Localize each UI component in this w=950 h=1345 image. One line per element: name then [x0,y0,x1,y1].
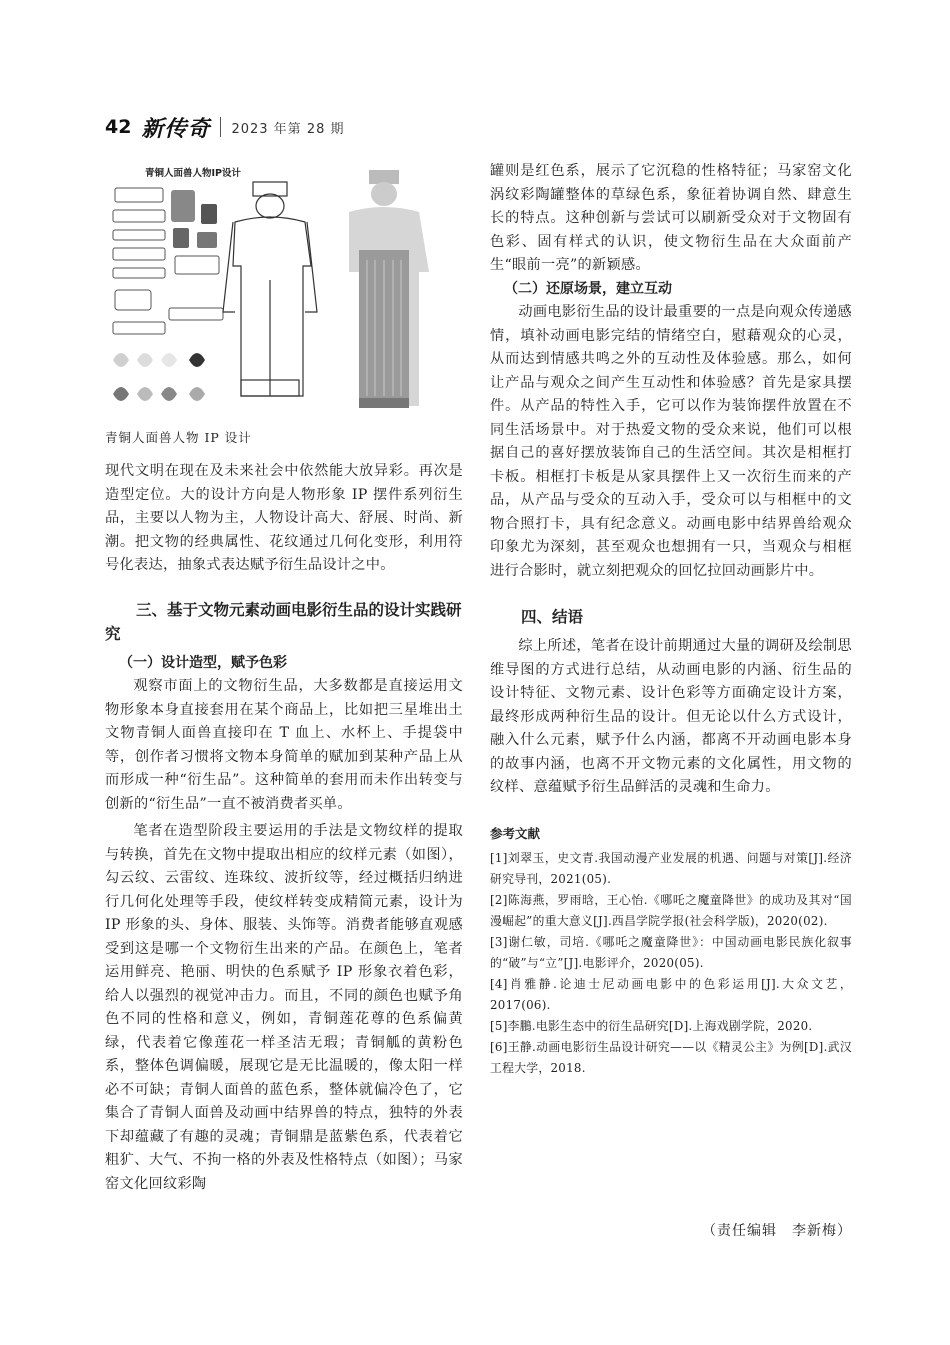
page-header [105,112,345,142]
responsible-editor: （责任编辑 李新梅） [702,1223,852,1239]
ip-design-illustration [105,160,435,422]
page-number: 42 [105,116,132,138]
section3-title: 三、基于文物元素动画电影衍生品的设计实践研究 [105,600,462,643]
reference-item: [4]肖雅静.论迪士尼动画电影中的色彩运用[J].大众文艺，2017(06). [490,976,852,1012]
right-continued-paragraph: 罐则是红色系，展示了它沉稳的性格特征；马家窑文化涡纹彩陶罐整体的草绿色系，象征着协调自然、肆意生长的特点。这种创新与尝试可以刷新受众对于文物固有色彩、固有样式的认识，使文物衍生品在大众面前产生“眼前一亮”的新颖感。 [490,163,852,273]
reference-item: [3]谢仁敏，司培.《哪吒之魔童降世》：中国动画电影民族化叙事的“破”与“立”[J].电影评介，2020(05). [490,934,852,970]
figure-caption: 青铜人面兽人物 IP 设计 [105,430,252,445]
paragraph-4: 综上所述，笔者在设计前期通过大量的调研及绘制思维导图的方式进行总结，从动画电影的内涵、衍生品的设计特征、文物元素、设计色彩等方面确定设计方案，最终形成两种衍生品的设计。但无论以什么方式设计，融入什么元素，赋予什么内涵，都离不开动画电影本身的故事内涵，也离不开文物元素的文化属性，用文物的纹样、意蕴赋予衍生品鲜活的灵魂和生命力。 [490,638,852,795]
left-continued-paragraph: 现代文明在现在及未来社会中依然能大放异彩。再次是造型定位。大的设计方向是人物形象 IP 摆件系列衍生品，主要以人物为主，人物设计高大、舒展、时尚、新潮。把文物的经典属性、花纹通过几何化变形，利用符号化表达，抽象式表达赋予衍生品设计之中。 [105,463,463,573]
reference-item: [1]刘翠玉，史文青.我国动漫产业发展的机遇、问题与对策[J].经济研究导刊，2021(05). [490,850,852,886]
left-column [105,160,463,1196]
paragraph-2: 笔者在造型阶段主要运用的手法是文物纹样的提取与转换，首先在文物中提取出相应的纹样元素（如图），勾云纹、云雷纹、连珠纹、波折纹等，经过概括归纳进行几何化处理等手段，使纹样转变成精简元素，设计为 IP 形象的头、身体、服装、头饰等。消费者能够直观感受到这是哪一个文物衍生出来的产品。在颜色上，笔者运用鲜亮、艳丽、明快的色系赋予 IP 形象衣着色彩，给人以强烈的视觉冲击力。而且，不同的颜色也赋予角色不同的性格和意义，例如，青铜莲花尊的色系偏黄绿，代表着它像莲花一样圣洁无瑕；青铜觚的黄粉色系，整体色调偏暖，展现它是无比温暖的，像太阳一样必不可缺；青铜人面兽的蓝色系，整体就偏冷色了，它集合了青铜人面兽及动画中结界兽的特点，独特的外表下却蕴藏了有趣的灵魂；青铜鼎是蓝紫色系，代表着它粗犷、大气、不拘一格的外表及性格特点（如图）；马家窑文化回纹彩陶 [105,823,463,1192]
header-divider [220,117,221,137]
issue-label: 2023 年第 28 期 [231,121,345,137]
references-title: 参考文献 [490,825,541,841]
reference-item: [6]王静.动画电影衍生品设计研究——以《精灵公主》为例[D].武汉工程大学，2018. [490,1039,852,1075]
illustration-title: 青铜人面兽人物IP设计 [145,168,241,179]
paragraph-1: 观察市面上的文物衍生品，大多数都是直接运用文物形象本身直接套用在某个商品上，比如把三星堆出土文物青铜人面兽直接印在 T 血上、水杯上、手提袋中等，创作者习惯将文物本身简单的赋加到某种产品上从而形成一种“衍生品”。这种简单的套用而未作出转变与创新的“衍生品”一直不被消费者买单。 [105,678,463,812]
subsection2-title: （二）还原场景，建立互动 [504,280,672,297]
magazine-logo: 新传奇 [141,115,211,142]
section4-title: 四、结语 [521,608,584,626]
ip-design-figure [105,160,435,422]
right-column [490,160,852,1239]
paragraph-3: 动画电影衍生品的设计最重要的一点是向观众传递感情，填补动画电影完结的情绪空白，慰藉观众的心灵，从而达到情感共鸣之外的互动性及体验感。那么，如何让产品与观众之间产生互动性和体验感？首先是家具摆件。从产品的特性入手，它可以作为装饰摆件放置在不同生活场景中。对于热爱文物的受众来说，他们可以根据自己的喜好摆放装饰自己的生活空间。其次是相框打卡板。相框打卡板是从家具摆件上又一次衍生而来的产品，从产品与受众的互动入手，受众可以与相框中的文物合照打卡，具有纪念意义。动画电影中结界兽给观众印象尤为深刻，甚至观众也想拥有一只，当观众与相框进行合影时，就立刻把观众的回忆拉回动画影片中。 [490,304,852,579]
reference-item: [5]李鵬.电影生态中的衍生品研究[D].上海戏剧学院，2020. [490,1018,813,1033]
subsection1-title: （一）设计造型，赋予色彩 [119,654,287,671]
reference-item: [2]陈海燕，罗雨晗，王心怡.《哪吒之魔童降世》的成功及其对“国漫崛起”的重大意义[J].西昌学院学报(社会科学版)，2020(02). [490,892,852,928]
